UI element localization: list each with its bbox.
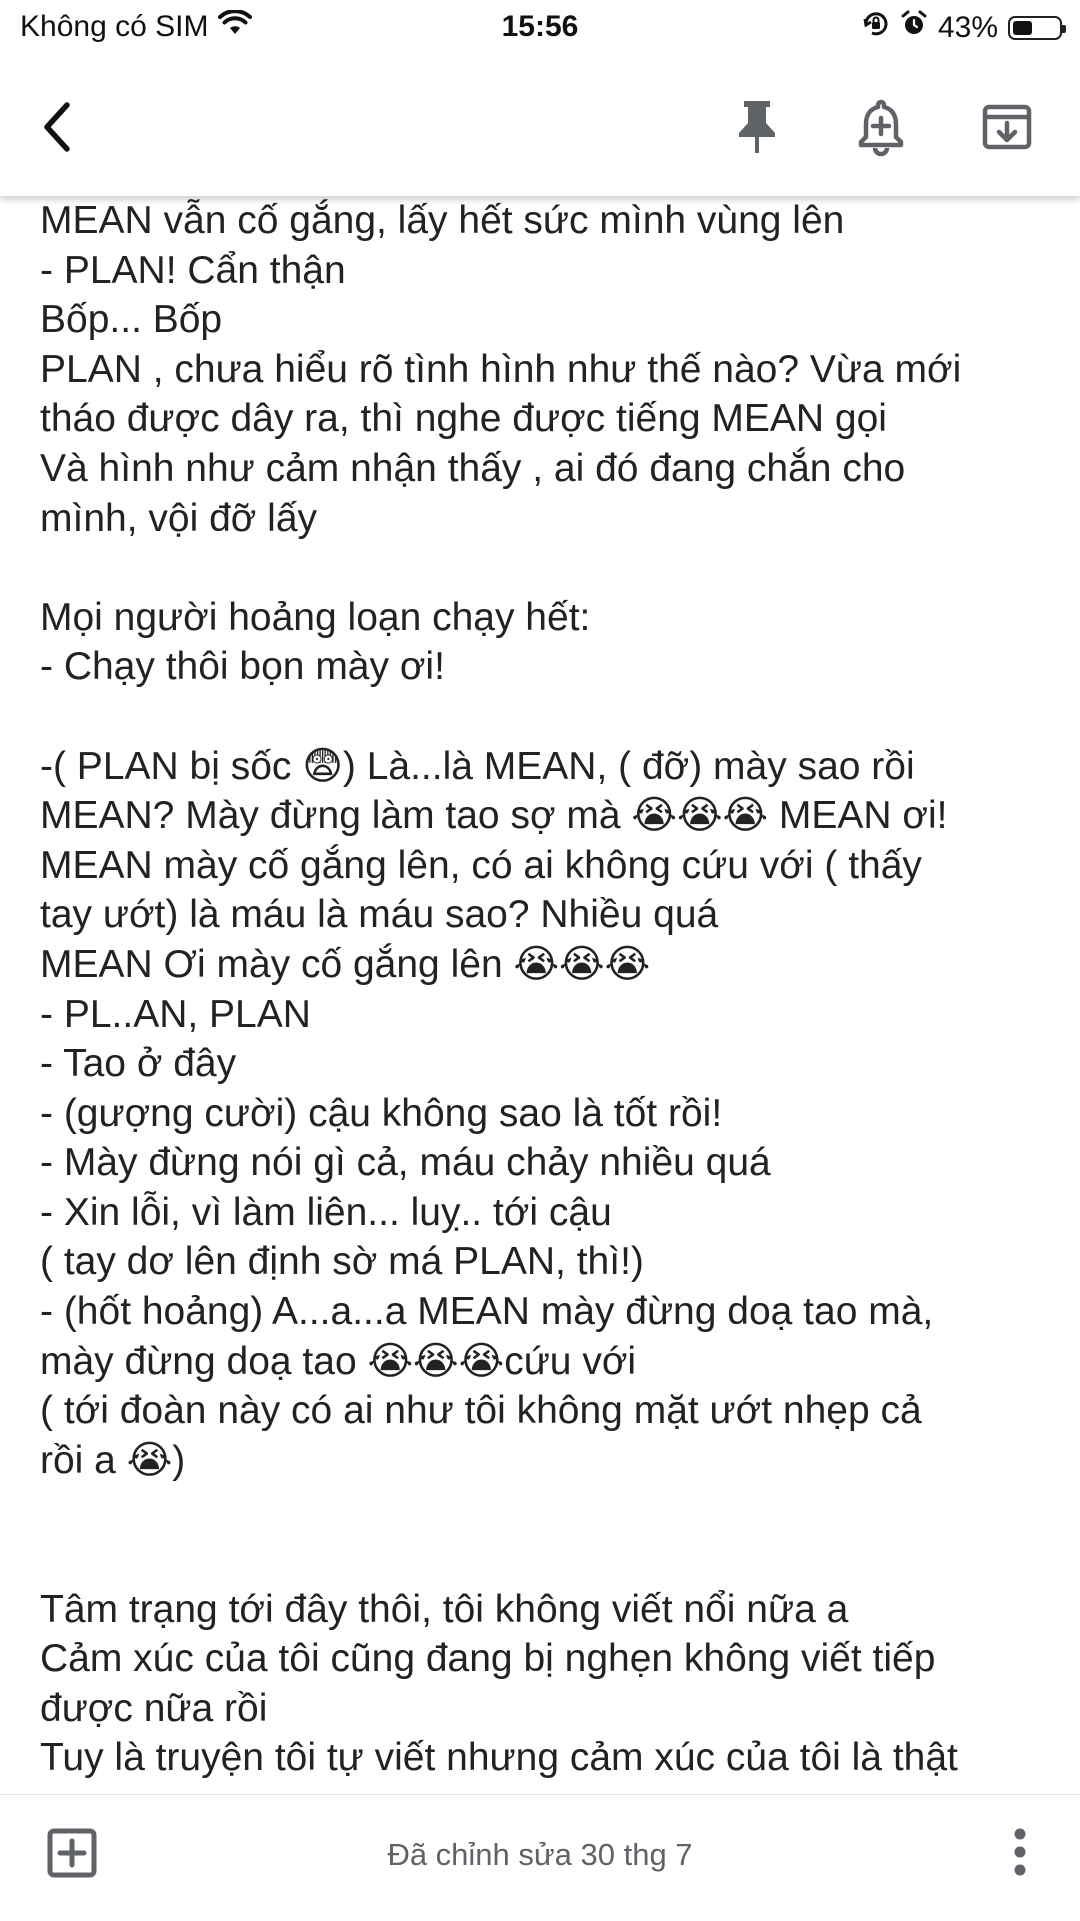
note-line: - Xin lỗi, vì làm liên... luỵ.. tới cậu: [40, 1190, 612, 1234]
back-button[interactable]: [24, 92, 94, 162]
back-icon: [37, 99, 81, 155]
note-line: mày đừng doạ tao 😭😭😭cứu với: [40, 1339, 637, 1383]
note-line: ( tới đoàn này có ai như tôi không mặt ướt nhẹp cả: [40, 1389, 922, 1433]
note-line: Tâm trạng tới đây thôi, tôi không viết nổi nữa a: [40, 1587, 849, 1631]
note-line: PLAN , chưa hiểu rõ tình hình như thế nào? Vừa mới: [40, 347, 962, 391]
status-bar: [0, 0, 1080, 56]
note-line: - PL..AN, PLAN: [40, 992, 311, 1036]
battery-percent: 43%: [937, 11, 998, 44]
note-line: Tuy là truyện tôi tự viết nhưng cảm xúc của tôi là thật: [40, 1736, 958, 1780]
note-line: [40, 692, 1050, 742]
more-vert-icon: [1012, 1827, 1028, 1877]
note-line: rồi a 😭): [40, 1438, 186, 1482]
reminder-button[interactable]: [846, 92, 916, 162]
note-line: [40, 1485, 1050, 1535]
pin-icon: [733, 97, 781, 157]
archive-icon: [981, 101, 1033, 153]
note-line: được nữa rồi: [40, 1686, 268, 1730]
archive-button[interactable]: [972, 92, 1042, 162]
status-right: [862, 10, 1062, 46]
battery-icon: [1008, 16, 1062, 40]
alarm-icon: [900, 10, 928, 46]
note-body-text[interactable]: [40, 196, 1050, 1794]
note-line: ( tay dơ lên định sờ má PLAN, thì!): [40, 1240, 644, 1284]
more-options-button[interactable]: [1000, 1817, 1040, 1887]
note-line: MEAN vẫn cố gắng, lấy hết sức mình vùng lên: [40, 199, 845, 242]
note-line: - PLAN! Cẩn thận: [40, 248, 346, 292]
note-line: MEAN? Mày đừng làm tao sợ mà 😭😭😭 MEAN ơi!: [40, 794, 948, 838]
note-line: Mọi người hoảng loạn chạy hết:: [40, 595, 591, 639]
note-line: Bốp... Bốp: [40, 298, 223, 342]
note-line: - Tao ở đây: [40, 1042, 237, 1086]
note-line: - (hốt hoảng) A...a...a MEAN mày đừng doạ tao mà,: [40, 1290, 934, 1334]
pin-button[interactable]: [722, 92, 792, 162]
note-line: [40, 1535, 1050, 1585]
battery-fill: [1013, 21, 1032, 35]
bottom-bar: [0, 1794, 1080, 1921]
note-line: MEAN Ơi mày cố gắng lên 😭😭😭: [40, 942, 651, 986]
note-line: tháo được dây ra, thì nghe được tiếng MEAN gọi: [40, 397, 887, 441]
note-line: [40, 543, 1050, 593]
orientation-lock-icon: [862, 10, 890, 46]
note-line: MEAN mày cố gắng lên, có ai không cứu với ( thấy: [40, 843, 922, 887]
note-line: mình, vội đỡ lấy: [40, 496, 318, 540]
note-line: - (gượng cười) cậu không sao là tốt rồi!: [40, 1091, 723, 1135]
note-line: Cảm xúc của tôi cũng đang bị nghẹn không viết tiếp: [40, 1637, 936, 1681]
edited-timestamp: Đã chỉnh sửa 30 thg 7: [387, 1837, 693, 1872]
note-line: Và hình như cảm nhận thấy , ai đó đang chắn cho: [40, 446, 906, 490]
reminder-bell-icon: [856, 97, 906, 157]
carrier-label: Không có SIM: [20, 10, 209, 43]
note-line: - Mày đừng nói gì cả, máu chảy nhiều quá: [40, 1141, 771, 1185]
note-line: -( PLAN bị sốc 😨) Là...là MEAN, ( đỡ) mày sao rồi: [40, 744, 915, 788]
note-line: tay ướt) là máu là máu sao? Nhiều quá: [40, 893, 719, 937]
note-line: - Chạy thôi bọn mày ơi!: [40, 645, 445, 689]
note-toolbar: [0, 56, 1080, 196]
status-time: 15:56: [501, 10, 579, 43]
